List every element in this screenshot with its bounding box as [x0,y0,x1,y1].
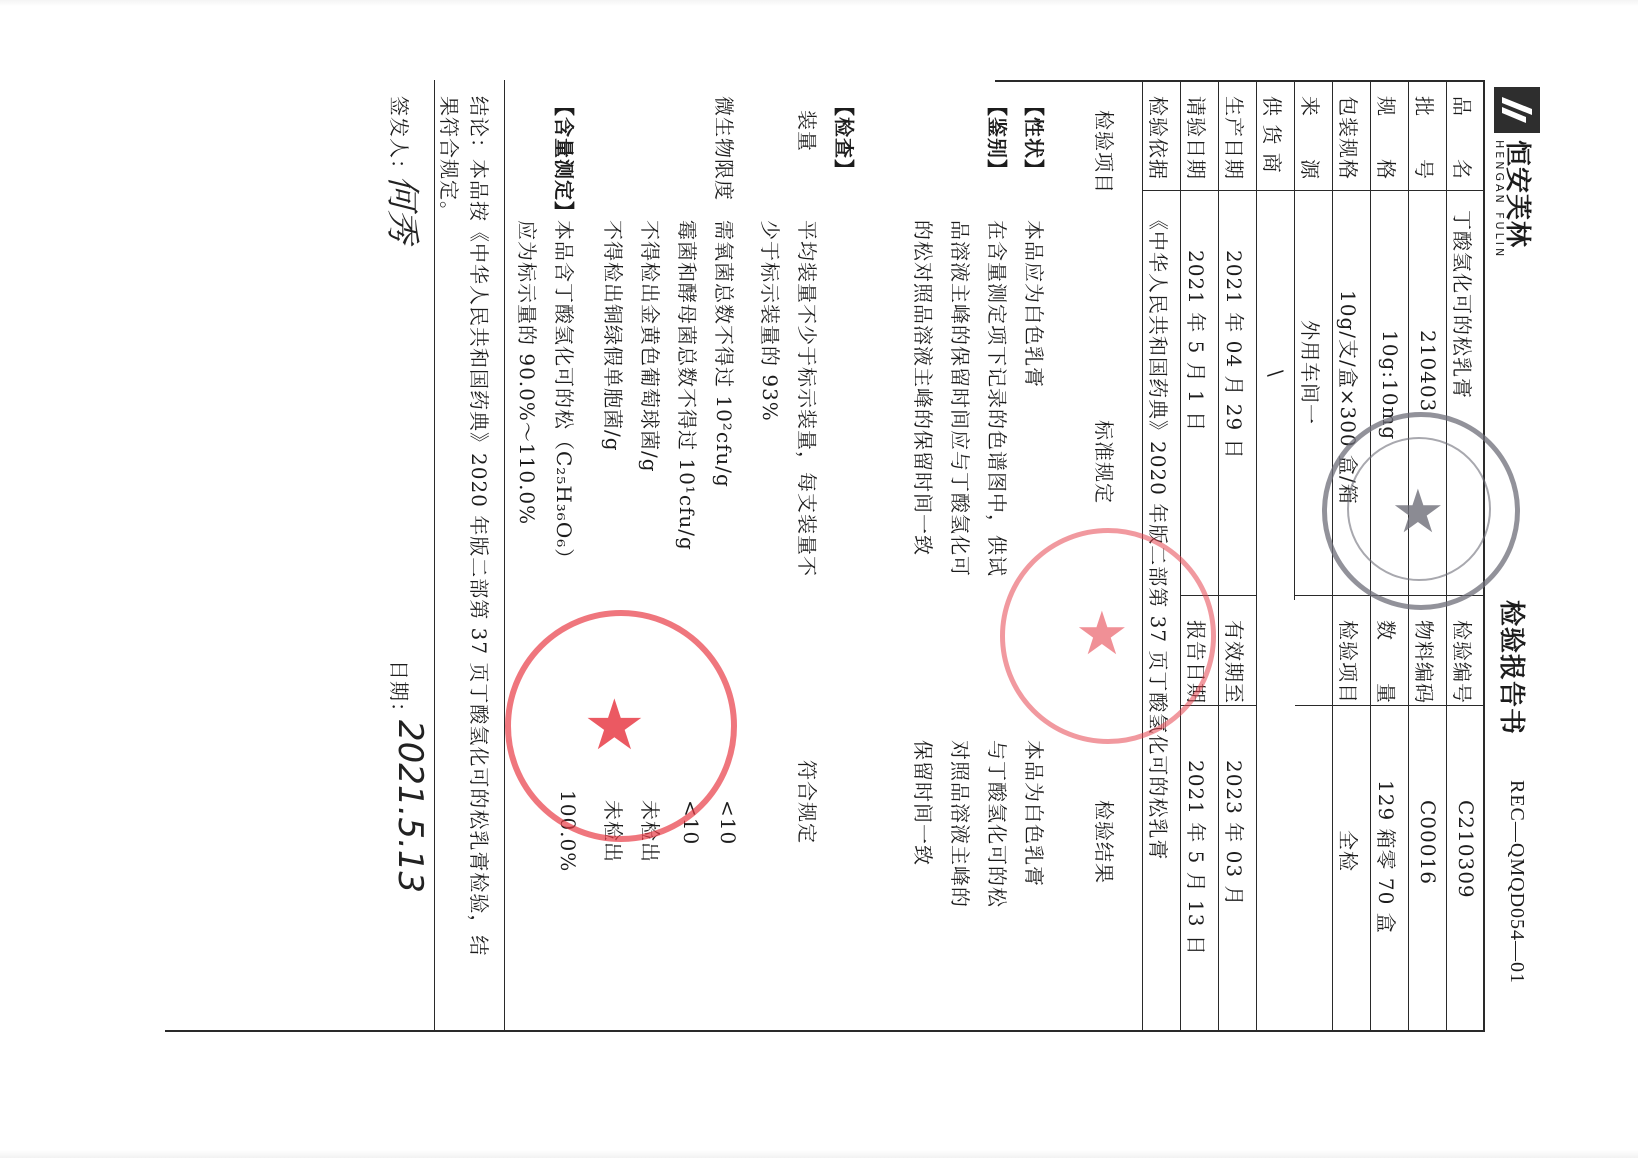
section-checks: 【检查】 [832,96,856,180]
col-header-result: 检验结果 [1092,800,1116,884]
label-expiry: 有效期至 [1222,620,1246,704]
signer-label: 签发人： [387,96,411,180]
result-identification-2: 对照品溶液主峰的 [948,740,972,908]
standard-assay-1: 本品含丁酸氢化可的松（C₂₅H₃₆O₆） [552,220,576,570]
result-fill: 符合规定 [795,760,819,844]
value-spec: 10g:10mg [1378,330,1402,441]
label-package: 包装规格 [1336,96,1360,180]
result-appearance: 本品为白色乳膏 [1022,740,1046,887]
result-microbial-2: <10 [679,800,703,846]
company-stamp-1: ★ [1000,528,1216,744]
standard-microbial-3: 不得检出金黄色葡萄球菌/g [638,220,662,473]
value-product-name: 丁酸氢化可的松乳膏 [1450,210,1474,399]
standard-microbial-2: 霉菌和酵母菌总数不得过 10¹cfu/g [675,220,699,551]
label-product-name: 品 名 [1450,96,1474,180]
report-page [160,40,1540,1080]
result-identification-1: 与丁酸氢化可的松 [985,740,1009,908]
value-production-date: 2021 年 04 月 29 日 [1222,250,1246,460]
col-header-item: 检验项目 [1092,110,1116,194]
value-supplier: \ [1264,370,1288,378]
item-fill: 装量 [795,110,819,152]
value-request-date: 2021 年 5 月 1 日 [1184,250,1208,433]
label-basis: 检验依据 [1146,96,1170,180]
section-identification: 【鉴别】 [985,96,1009,180]
logo-mark-icon [1494,87,1540,133]
value-batch: 210403 [1416,330,1440,413]
standard-identification-3: 的松对照品溶液主峰的保留时间一致 [911,220,935,556]
label-supplier: 供 货 商 [1260,96,1284,174]
table-frame-right [165,1030,1485,1032]
conclusion-line-2: 果符合规定。 [437,96,461,222]
label-spec: 规 格 [1374,96,1398,180]
value-source: 外用车间一 [1298,320,1322,425]
brand-name-en: HENGAN FULIN [1493,140,1506,260]
signer-signature: 何秀 [382,175,422,243]
item-microbial: 微生物限度 [712,96,736,201]
col-header-standard: 标准规定 [1092,420,1116,504]
value-basis: 《中华人民共和国药典》2020 年版二部第 37 页丁酸氢化可的松乳膏 [1146,210,1170,861]
label-report-no: 检验编号 [1450,620,1474,704]
label-material-code: 物料编码 [1412,620,1436,704]
report-title: 检验报告书 [1496,600,1526,736]
standard-microbial-4: 不得检出铜绿假单胞菌/g [601,220,625,452]
standard-identification-2: 品溶液主峰的保留时间应与丁酸氢化可 [948,220,972,577]
result-assay: 100.0% [556,790,580,873]
section-assay: 【含量测定】 [552,96,576,222]
standard-fill-1: 平均装量不少于标示装量，每支装量不 [795,220,819,577]
value-test-items: 全检 [1336,830,1360,872]
section-appearance: 【性状】 [1022,96,1046,180]
value-expiry: 2023 年 03 月 [1222,760,1246,907]
conclusion-line-1: 结论：本品按《中华人民共和国药典》2020 年版二部第 37 页丁酸氢化可的松乳膏检验，结 [467,96,491,957]
result-microbial-3: 未检出 [638,800,662,863]
standard-identification-1: 在含量测定项下记录的色谱图中，供试 [985,220,1009,577]
document-code: REC—QMQD054—01 [1506,780,1528,985]
label-test-items: 检验项目 [1336,620,1360,704]
label-request-date: 请验日期 [1184,96,1208,180]
value-material-code: C00016 [1416,800,1440,885]
value-report-no: C210309 [1454,800,1478,899]
result-microbial-1: <10 [716,800,740,846]
standard-fill-2: 少于标示装量的 93% [758,220,782,422]
standard-assay-2: 应为标示量的 90.0%～110.0% [515,220,539,526]
value-report-date: 2021 年 5 月 13 日 [1184,760,1208,956]
brand-name: 恒安芙林 [1502,140,1532,249]
standard-microbial-1: 需氧菌总数不得过 10²cfu/g [712,220,736,488]
date-label: 日期： [387,660,411,723]
label-report-date: 报告日期 [1184,620,1208,704]
inspection-stamp: ★ [1322,412,1520,610]
label-source: 来 源 [1298,96,1322,180]
value-quantity: 129 箱零 70 盒 [1374,780,1398,934]
standard-appearance: 本品应为白色乳膏 [1022,220,1046,388]
result-identification-3: 保留时间一致 [911,740,935,866]
brand-logo [1494,87,1540,133]
value-package: 10g/支/盒×300 盒/箱 [1336,290,1360,505]
company-stamp-2: ★ [505,610,737,842]
label-production-date: 生产日期 [1222,96,1246,180]
table-frame-left [995,80,1485,82]
label-quantity: 数 量 [1374,620,1398,704]
result-microbial-4: 未检出 [601,800,625,863]
date-signature: 2021.5.13 [390,720,430,894]
label-batch: 批 号 [1412,96,1436,180]
